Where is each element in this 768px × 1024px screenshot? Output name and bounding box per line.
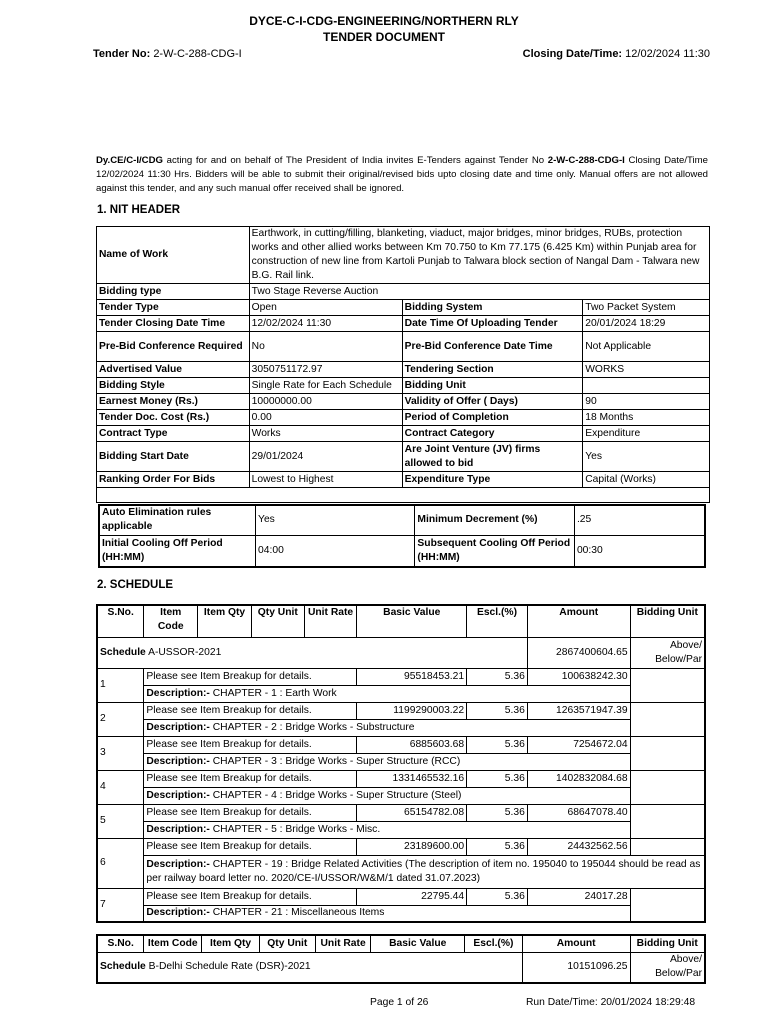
item-basic: 1331465532.16 xyxy=(357,770,467,787)
nit-value: Lowest to Highest xyxy=(249,472,402,488)
item-basic: 65154782.08 xyxy=(357,804,467,821)
item-desc-row xyxy=(97,787,705,804)
col-header: Escl.(%) xyxy=(467,605,528,637)
item-desc: Description:- CHAPTER - 1 : Earth Work xyxy=(144,685,630,702)
item-escl: 5.36 xyxy=(467,668,528,685)
nit-table xyxy=(96,226,710,503)
auction-row xyxy=(99,505,705,535)
item-sno: 5 xyxy=(97,804,144,838)
schedule-b-header-row xyxy=(97,935,705,952)
nit-label: Pre-Bid Conference Required xyxy=(97,332,250,362)
nit-value: 0.00 xyxy=(249,410,402,426)
intro-paragraph: Dy.CE/C-I/CDG acting for and on behalf of The President of India invites E-Tenders against Tender No 2-W-C-288-CDG-I Closing Date/Time 12/02/2024 11:30 Hrs. Bidders will be able to submit their original/revised bids upto closing date and time only. Manual offers are not allowed against this tender, and any such manual offer received shall be ignored. xyxy=(96,155,709,194)
auction-row xyxy=(99,535,705,567)
nit-value: No xyxy=(249,332,402,362)
nit-label: Tender Doc. Cost (Rs.) xyxy=(97,410,250,426)
nit-value: 12/02/2024 11:30 xyxy=(249,316,402,332)
item-unit xyxy=(630,770,705,804)
schedule-b-table xyxy=(96,934,706,984)
item-desc-row xyxy=(97,905,705,922)
nit-label: Bidding System xyxy=(402,300,583,316)
auction-value: 04:00 xyxy=(256,535,415,567)
item-sno: 6 xyxy=(97,838,144,888)
nit-value: Two Packet System xyxy=(583,300,710,316)
nit-value: 20/01/2024 18:29 xyxy=(583,316,710,332)
item-sno: 7 xyxy=(97,888,144,922)
col-header: Unit Rate xyxy=(304,605,357,637)
auction-table xyxy=(98,504,706,568)
item-unit xyxy=(630,804,705,838)
nit-value: Expenditure xyxy=(583,426,710,442)
nit-label: Validity of Offer ( Days) xyxy=(402,394,583,410)
item-text: Please see Item Breakup for details. xyxy=(144,804,357,821)
item-amount: 7254672.04 xyxy=(527,736,630,753)
schedule-a-amount: 2867400604.65 xyxy=(527,637,630,668)
item-escl: 5.36 xyxy=(467,736,528,753)
nit-row xyxy=(97,316,710,332)
schedule-b-unit: Above/ Below/Par xyxy=(630,952,705,983)
schedule-b-row xyxy=(97,952,705,983)
nit-value: WORKS xyxy=(583,362,710,378)
item-unit xyxy=(630,838,705,855)
nit-row xyxy=(97,394,710,410)
nit-value: 18 Months xyxy=(583,410,710,426)
nit-label: Advertised Value xyxy=(97,362,250,378)
auction-label: Minimum Decrement (%) xyxy=(415,505,575,535)
nit-row-bidding-type xyxy=(97,284,710,300)
item-escl: 5.36 xyxy=(467,770,528,787)
nit-label: Earnest Money (Rs.) xyxy=(97,394,250,410)
item-text: Please see Item Breakup for details. xyxy=(144,702,357,719)
schedule-header-row xyxy=(97,605,705,637)
tender-no: Tender No: 2-W-C-288-CDG-I xyxy=(93,48,242,60)
nit-value: Not Applicable xyxy=(583,332,710,362)
doc-title: TENDER DOCUMENT xyxy=(323,30,445,44)
item-unit xyxy=(630,668,705,702)
nit-label: Bidding Unit xyxy=(402,378,583,394)
name-of-work-value: Earthwork, in cutting/filling, blanketing, viaduct, major bridges, minor bridges, RUBs, protection works and other allied works between Km 70.750 to Km 77.175 (6.425 Km) within Punjab area for construction of new line from Kartoli Punjab to Talwara block section of Nangal Dam - Talwara new B.G. Rail link. xyxy=(249,227,709,284)
item-desc-row xyxy=(97,753,705,770)
item-unit xyxy=(630,888,705,922)
col-header: Item Qty xyxy=(198,605,252,637)
nit-value: 3050751172.97 xyxy=(249,362,402,378)
nit-label: Bidding Start Date xyxy=(97,442,250,472)
item-basic: 23189600.00 xyxy=(357,838,467,855)
col-header: Unit Rate xyxy=(315,935,371,952)
nit-label: Tender Type xyxy=(97,300,250,316)
col-header: Item Qty xyxy=(202,935,260,952)
item-desc: Description:- CHAPTER - 3 : Bridge Works - Super Structure (RCC) xyxy=(144,753,630,770)
nit-header-title: 1. NIT HEADER xyxy=(97,204,181,216)
nit-spacer-row xyxy=(97,488,710,503)
name-of-work-label: Name of Work xyxy=(97,227,250,284)
item-text: Please see Item Breakup for details. xyxy=(144,838,357,855)
nit-row xyxy=(97,300,710,316)
item-escl: 5.36 xyxy=(467,888,528,905)
nit-label: Contract Type xyxy=(97,426,250,442)
nit-value: Open xyxy=(249,300,402,316)
col-header: Qty Unit xyxy=(259,935,315,952)
item-unit xyxy=(630,702,705,736)
item-row xyxy=(97,668,705,685)
auction-value: Yes xyxy=(256,505,415,535)
nit-label: Tendering Section xyxy=(402,362,583,378)
nit-row xyxy=(97,410,710,426)
item-sno: 3 xyxy=(97,736,144,770)
item-desc-row xyxy=(97,855,705,888)
auction-value: .25 xyxy=(574,505,705,535)
nit-row-name-of-work xyxy=(97,227,710,284)
col-header: Qty Unit xyxy=(251,605,304,637)
nit-row xyxy=(97,362,710,378)
item-basic: 1199290003.22 xyxy=(357,702,467,719)
item-row xyxy=(97,804,705,821)
item-desc-row xyxy=(97,821,705,838)
schedule-a-table xyxy=(96,604,706,923)
nit-label: Pre-Bid Conference Date Time xyxy=(402,332,583,362)
item-escl: 5.36 xyxy=(467,702,528,719)
item-amount: 24017.28 xyxy=(527,888,630,905)
item-desc: Description:- CHAPTER - 19 : Bridge Related Activities (The description of item no. 195040 to 195044 should be read as per railway board letter no. 2020/CE-I/USSOR/W&M/1 dated 31.07.2023) xyxy=(144,855,705,888)
col-header: Item Code xyxy=(144,605,198,637)
item-row xyxy=(97,838,705,855)
col-header: Amount xyxy=(522,935,630,952)
nit-row xyxy=(97,442,710,472)
schedule-b-name: Schedule B-Delhi Schedule Rate (DSR)-2021 xyxy=(97,952,522,983)
item-sno: 1 xyxy=(97,668,144,702)
nit-value xyxy=(583,378,710,394)
org-title: DYCE-C-I-CDG-ENGINEERING/NORTHERN RLY xyxy=(249,14,519,28)
item-amount: 100638242.30 xyxy=(527,668,630,685)
item-desc-row xyxy=(97,685,705,702)
nit-label: Contract Category xyxy=(402,426,583,442)
nit-label: Period of Completion xyxy=(402,410,583,426)
schedule-title: 2. SCHEDULE xyxy=(97,579,174,591)
nit-spacer-cell xyxy=(97,488,710,503)
nit-label: Tender Closing Date Time xyxy=(97,316,250,332)
nit-row xyxy=(97,378,710,394)
auction-label: Initial Cooling Off Period (HH:MM) xyxy=(99,535,256,567)
nit-value: 90 xyxy=(583,394,710,410)
col-header: Escl.(%) xyxy=(465,935,523,952)
col-header: Bidding Unit xyxy=(630,605,705,637)
item-desc: Description:- CHAPTER - 21 : Miscellaneous Items xyxy=(144,905,630,922)
item-sno: 2 xyxy=(97,702,144,736)
item-text: Please see Item Breakup for details. xyxy=(144,736,357,753)
col-header: Basic Value xyxy=(371,935,465,952)
item-row xyxy=(97,888,705,905)
item-amount: 24432562.56 xyxy=(527,838,630,855)
col-header: S.No. xyxy=(97,605,144,637)
col-header: Item Code xyxy=(144,935,202,952)
auction-label: Auto Elimination rules applicable xyxy=(99,505,256,535)
item-sno: 4 xyxy=(97,770,144,804)
item-amount: 1263571947.39 xyxy=(527,702,630,719)
schedule-a-row xyxy=(97,637,705,668)
nit-row xyxy=(97,426,710,442)
nit-label: Date Time Of Uploading Tender xyxy=(402,316,583,332)
nit-value: 29/01/2024 xyxy=(249,442,402,472)
item-desc: Description:- CHAPTER - 4 : Bridge Works - Super Structure (Steel) xyxy=(144,787,630,804)
schedule-a-name: Schedule A-USSOR-2021 xyxy=(97,637,527,668)
nit-value: Works xyxy=(249,426,402,442)
item-desc: Description:- CHAPTER - 5 : Bridge Works - Misc. xyxy=(144,821,630,838)
item-row xyxy=(97,770,705,787)
auction-label: Subsequent Cooling Off Period (HH:MM) xyxy=(415,535,575,567)
item-text: Please see Item Breakup for details. xyxy=(144,770,357,787)
item-escl: 5.36 xyxy=(467,838,528,855)
item-amount: 1402832084.68 xyxy=(527,770,630,787)
page-number: Page 1 of 26 xyxy=(370,997,429,1008)
run-datetime: Run Date/Time: 20/01/2024 18:29:48 xyxy=(526,997,696,1008)
item-row xyxy=(97,736,705,753)
item-basic: 22795.44 xyxy=(357,888,467,905)
nit-value: Single Rate for Each Schedule xyxy=(249,378,402,394)
item-amount: 68647078.40 xyxy=(527,804,630,821)
item-desc-row xyxy=(97,719,705,736)
nit-label: Ranking Order For Bids xyxy=(97,472,250,488)
item-desc: Description:- CHAPTER - 2 : Bridge Works - Substructure xyxy=(144,719,630,736)
bidding-type-value: Two Stage Reverse Auction xyxy=(249,284,709,300)
item-escl: 5.36 xyxy=(467,804,528,821)
auction-value: 00:30 xyxy=(574,535,705,567)
nit-value: Capital (Works) xyxy=(583,472,710,488)
closing-date: Closing Date/Time: 12/02/2024 11:30 xyxy=(522,48,710,60)
nit-row xyxy=(97,332,710,362)
nit-row xyxy=(97,472,710,488)
nit-label: Are Joint Venture (JV) firms allowed to bid xyxy=(402,442,583,472)
item-text: Please see Item Breakup for details. xyxy=(144,668,357,685)
schedule-a-unit: Above/ Below/Par xyxy=(630,637,705,668)
schedule-b-amount: 10151096.25 xyxy=(522,952,630,983)
item-unit xyxy=(630,736,705,770)
nit-label: Expenditure Type xyxy=(402,472,583,488)
nit-label: Bidding Style xyxy=(97,378,250,394)
item-basic: 6885603.68 xyxy=(357,736,467,753)
col-header: S.No. xyxy=(97,935,144,952)
item-row xyxy=(97,702,705,719)
col-header: Bidding Unit xyxy=(630,935,705,952)
item-basic: 95518453.21 xyxy=(357,668,467,685)
col-header: Amount xyxy=(527,605,630,637)
nit-value: 10000000.00 xyxy=(249,394,402,410)
bidding-type-label: Bidding type xyxy=(97,284,250,300)
item-text: Please see Item Breakup for details. xyxy=(144,888,357,905)
nit-value: Yes xyxy=(583,442,710,472)
col-header: Basic Value xyxy=(357,605,467,637)
